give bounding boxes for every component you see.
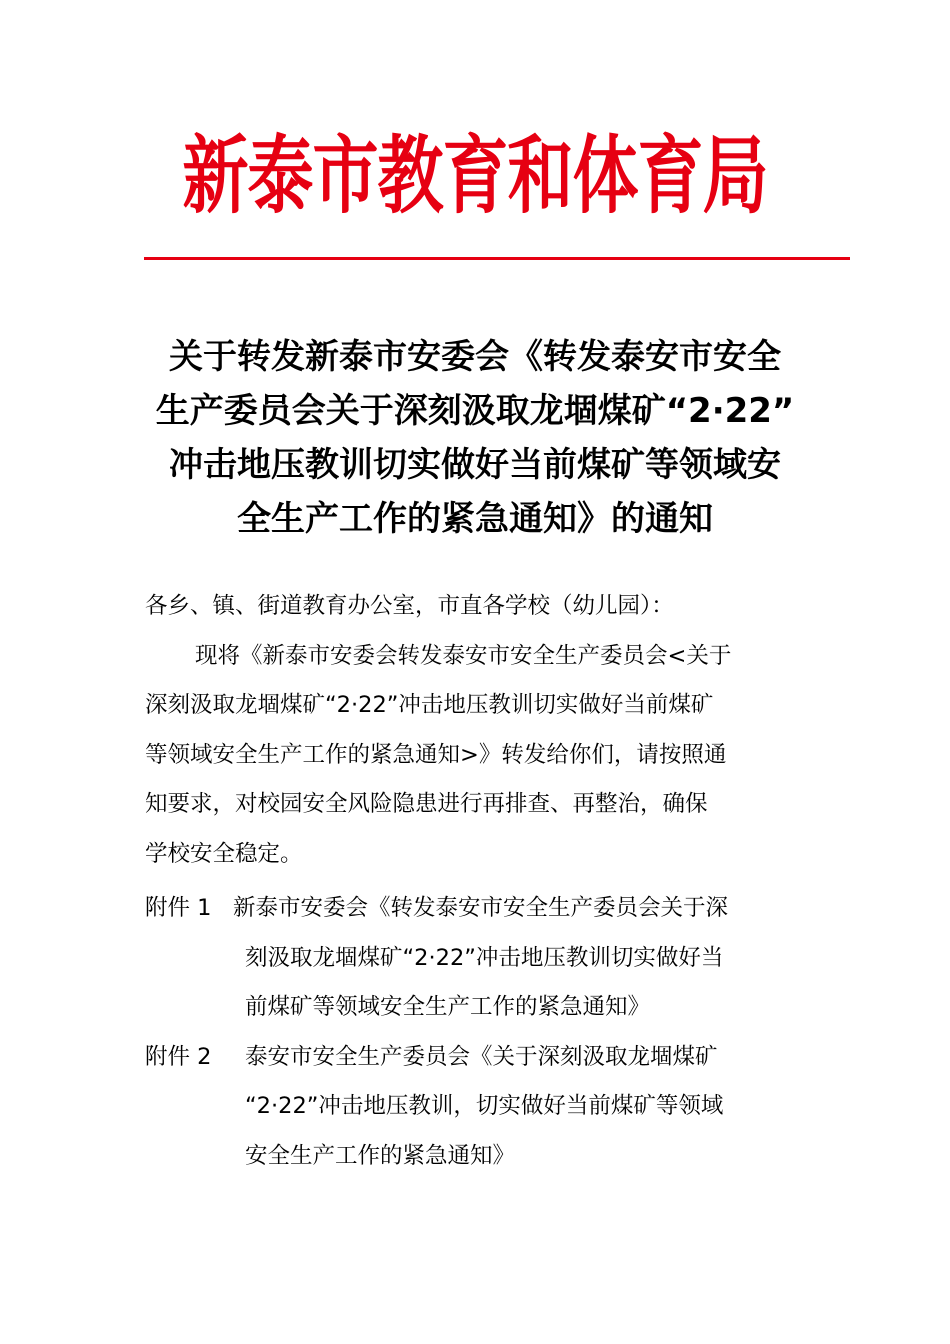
attachment-item [145, 884, 810, 1033]
attachment-item [145, 1033, 810, 1182]
attachment-line: 泰安市安全生产委员会《关于深刻汲取龙堌煤矿 [245, 1043, 718, 1070]
paragraph-line: 等领域安全生产工作的紧急通知>》转发给你们，请按照通 [145, 741, 727, 768]
letterhead-divider [144, 257, 850, 260]
attachments-list [145, 884, 810, 1181]
title-line: 生产委员会关于深刻汲取龙堌煤矿“2·22” [155, 391, 795, 431]
title-line: 冲击地压教训切实做好当前煤矿等领域安 [169, 445, 781, 485]
attachment-line: 刻汲取龙堌煤矿“2·22”冲击地压教训切实做好当 [245, 944, 724, 971]
attachment-label: 附件 1 [145, 895, 212, 921]
attachment-line: “2·22”冲击地压教训，切实做好当前煤矿等领域 [245, 1093, 724, 1119]
body-paragraph [145, 632, 810, 880]
agency-letterhead: 新泰市教育和体育局 [182, 127, 768, 226]
salutation: 各乡、镇、街道教育办公室，市直各学校（幼儿园）： [145, 593, 674, 619]
title-line: 全生产工作的紧急通知》的通知 [237, 499, 713, 539]
paragraph-line: 现将《新泰市安委会转发泰安市安全生产委员会<关于 [195, 642, 732, 669]
attachment-line: 前煤矿等领域安全生产工作的紧急通知》 [245, 994, 651, 1020]
paragraph-line: 学校安全稳定。 [145, 840, 303, 867]
attachment-label: 附件 2 [145, 1043, 212, 1070]
attachment-line: 安全生产工作的紧急通知》 [245, 1142, 516, 1169]
document-title [140, 330, 810, 546]
document-body [145, 582, 810, 879]
title-line: 关于转发新泰市安委会《转发泰安市安全 [169, 337, 781, 377]
attachment-line: 新泰市安委会《转发泰安市安全生产委员会关于深 [233, 895, 729, 921]
paragraph-line: 深刻汲取龙堌煤矿“2·22”冲击地压教训切实做好当前煤矿 [145, 692, 714, 718]
paragraph-line: 知要求，对校园安全风险隐患进行再排查、再整治，确保 [145, 791, 708, 817]
